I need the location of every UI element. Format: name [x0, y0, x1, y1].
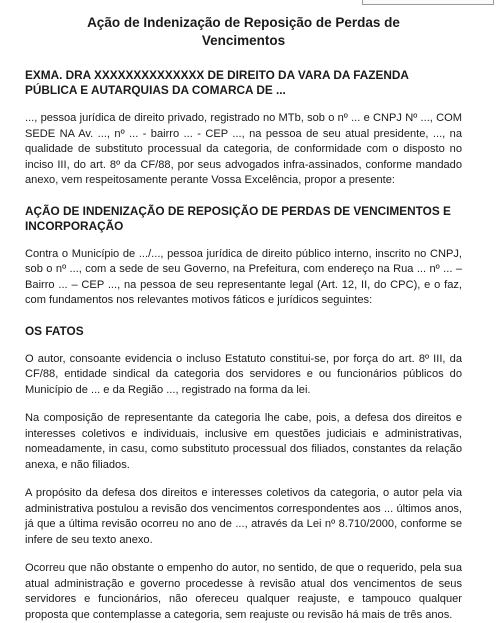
- facts-heading: OS FATOS: [25, 323, 84, 338]
- document-title: [25, 14, 462, 50]
- intro-paragraph: ..., pessoa jurídica de direito privado, registrado no MTb, sob o nº ... e CNPJ Nº ..., COM SEDE NA Av. ..., nº ... - bairro ... - CEP ..., na pessoa de seu atual presidente, ..., na qualidade de substituto processual da categoria, de conformidade com o disposto no inciso III, do art. 8º da CF/88, por seus advogados infra-assinados, conforme mandado anexo, vem respeitosamente perante Vossa Excelência, propor a presente:: [25, 112, 462, 186]
- addressee-heading: EXMA. DRA XXXXXXXXXXXXXX DE DIREITO DA VARA DA FAZENDA PÚBLICA E AUTARQUIAS DA COMARCA DE ...: [25, 68, 409, 97]
- facts-paragraph-2: Na composição de representante da categoria lhe cabe, pois, a defesa dos direitos e interesses coletivos e individuais, inclusive em questões judiciais e administrativas, nomeadamente, in casu, como substituto processual dos filiados, constantes da relação anexa, e não filiados.: [25, 412, 462, 471]
- title-line-1: Ação de Indenização de Reposição de Perdas de: [87, 15, 400, 30]
- action-heading: AÇÃO DE INDENIZAÇÃO DE REPOSIÇÃO DE PERDAS DE VENCIMENTOS E INCORPORAÇÃO: [25, 203, 451, 233]
- title-line-2: Vencimentos: [201, 33, 286, 48]
- facts-paragraph-1: O autor, consoante evidencia o incluso Estatuto constitui-se, por força do art. 8º III, da CF/88, entidade sindical da categoria dos servidores e ou funcionários públicos do Município de ... e da Região ..., registrado na forma da lei.: [25, 352, 462, 396]
- facts-paragraph-3: A propósito da defesa dos direitos e interesses coletivos da categoria, o autor pela via administrativa postulou a revisão dos vencimentos correspondentes aos ... últimos anos, já que a última revisão ocorreu no ano de ..., através da Lei nº 8.710/2000, conforme se infere de seu texto anexo.: [25, 487, 462, 546]
- document-page: [25, 14, 462, 623]
- top-bar-label: [362, 0, 494, 5]
- against-paragraph: Contra o Município de .../..., pessoa jurídica de direito público interno, inscrito no CNPJ, sob o nº ..., com a sede de seu Governo, na Prefeitura, com endereço na Rua ... nº ... – Bairro ... – CEP ..., na pessoa de seu representante legal (Art. 12, II, do CPC), e o faz, com fundamentos nos relevantes motivos fáticos e jurídicos seguintes:: [25, 247, 462, 306]
- top-bar: [0, 0, 500, 8]
- facts-paragraph-4: Ocorreu que não obstante o empenho do autor, no sentido, de que o requerido, pela sua atual administração e governo procedesse à revisão atual dos vencimentos de seus servidores e funcionários, não ofereceu qualquer reajuste, e tampouco qualquer proposta que contemplasse a categoria, sem reajuste ou revisão há mais de três anos.: [25, 562, 462, 621]
